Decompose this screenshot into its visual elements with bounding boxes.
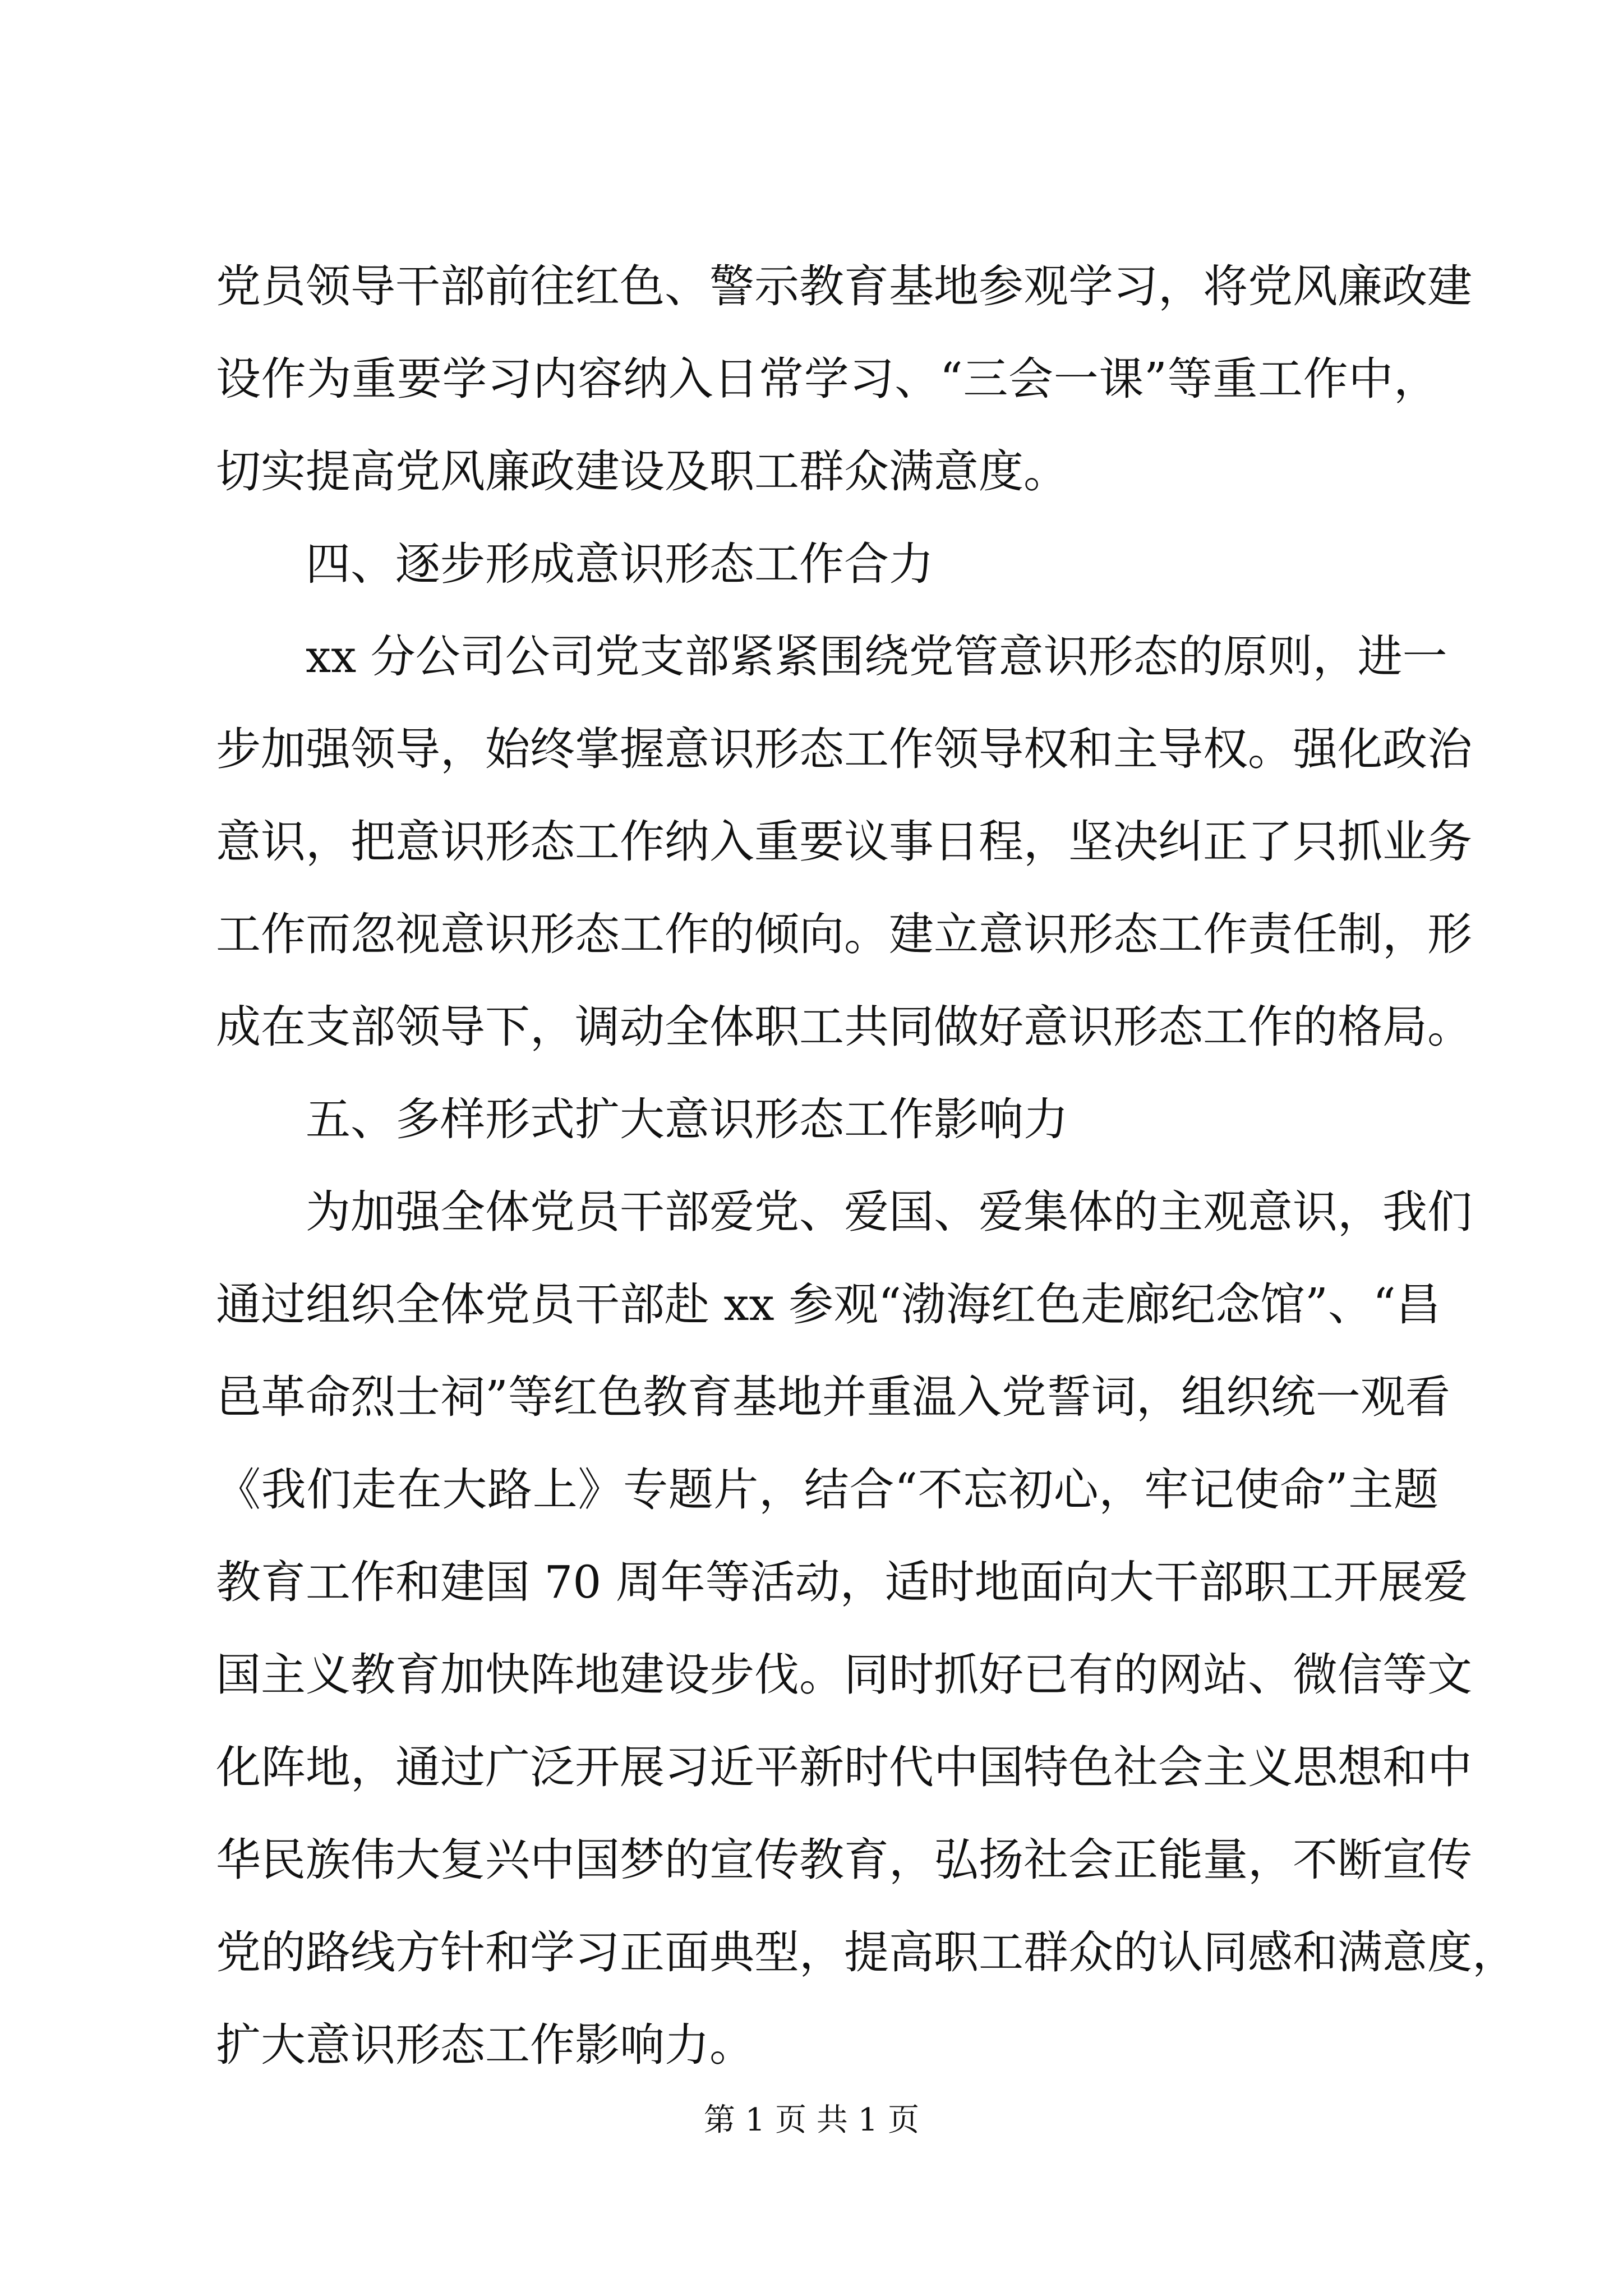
text-line: 为加强全体党员干部爱党、爱国、爱集体的主观意识，我们 <box>306 1186 1472 1238</box>
section-heading: 四、逐步形成意识形态工作合力 <box>306 538 934 590</box>
text-line: 成在支部领导下，调动全体职工共同做好意识形态工作的格局。 <box>216 1001 1472 1053</box>
text-line: 扩大意识形态工作影响力。 <box>216 2019 754 2071</box>
text-line: 邑革命烈士祠”等红色教育基地并重温入党誓词，组织统一观看 <box>216 1371 1450 1423</box>
text-line: 党的路线方针和学习正面典型，提高职工群众的认同感和满意度， <box>216 1926 1517 1978</box>
page-footer: 第 1 页 共 1 页 <box>703 2102 920 2138</box>
text-line: 通过组织全体党员干部赴 xx 参观“渤海红色走廊纪念馆”、“昌 <box>216 1278 1441 1331</box>
section-heading: 五、多样形式扩大意识形态工作影响力 <box>306 1093 1068 1145</box>
text-line: 教育工作和建国 70 周年等活动，适时地面向大干部职工开展爱 <box>216 1556 1468 1608</box>
text-line: 工作而忽视意识形态工作的倾向。建立意识形态工作责任制，形 <box>216 908 1472 960</box>
text-line: 化阵地，通过广泛开展习近平新时代中国特色社会主义思想和中 <box>216 1741 1472 1793</box>
text-line: 国主义教育加快阵地建设步伐。同时抓好已有的网站、微信等文 <box>216 1649 1472 1701</box>
text-line: 华民族伟大复兴中国梦的宣传教育，弘扬社会正能量，不断宣传 <box>216 1834 1472 1886</box>
text-line: xx 分公司公司党支部紧紧围绕党管意识形态的原则，进一 <box>306 631 1447 683</box>
text-line: 切实提高党风廉政建设及职工群众满意度。 <box>216 445 1068 498</box>
text-line: 《我们走在大路上》专题片，结合“不忘初心，牢记使命”主题 <box>216 1464 1438 1516</box>
text-line: 设作为重要学习内容纳入日常学习、“三会一课”等重工作中， <box>216 353 1438 405</box>
text-line: 步加强领导，始终掌握意识形态工作领导权和主导权。强化政治 <box>216 723 1472 775</box>
text-line: 意识，把意识形态工作纳入重要议事日程，坚决纠正了只抓业务 <box>216 816 1472 868</box>
text-line: 党员领导干部前往红色、警示教育基地参观学习，将党风廉政建 <box>216 260 1472 312</box>
